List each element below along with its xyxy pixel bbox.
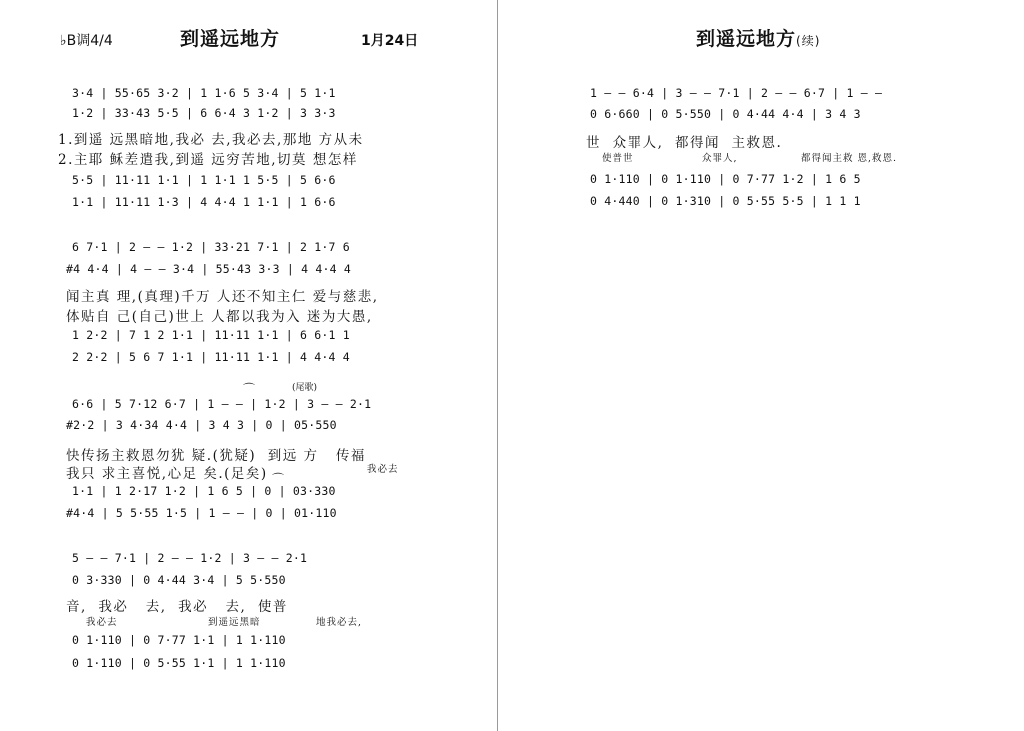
date-label: 1月24日: [361, 33, 419, 49]
lyric-line: 世 众罪人, 都得闻 主救恩.: [586, 135, 783, 151]
notation-line: 0 4·440 | 0 1·310 | 0 5·55 5·5 | 1 1 1: [590, 194, 861, 208]
lyric-line: 1.到遥 远黑暗地,我必 去,我必去,那地 方从未: [58, 132, 364, 148]
lyric-line: 快传扬主救恩勿犹 疑.(犹疑) 到远 方 传福: [66, 448, 366, 464]
lyric-line: 2.主耶 稣差遣我,到遥 远穷苦地,切莫 想怎样: [58, 152, 358, 168]
song-title: 到遥远地方: [180, 28, 281, 50]
lyric-line: 音, 我必 去, 我必 去, 使普: [66, 599, 288, 615]
notation-line: 5·5 | 11·11 1·1 | 1 1·1 1 5·5 | 5 6·6: [72, 173, 336, 187]
notation-line: 0 6·660 | 0 5·550 | 0 4·44 4·4 | 3 4 3: [590, 107, 861, 121]
fermata-mark: ⌒: [272, 472, 285, 486]
small-lyric: 使普世: [602, 153, 634, 164]
small-lyric: 我必去: [86, 617, 118, 628]
continued-title: [696, 24, 820, 51]
small-lyric: 地我必去,: [316, 617, 363, 628]
small-lyric: 我必去: [367, 464, 399, 475]
notation-line: 0 3·330 | 0 4·44 3·4 | 5 5·550: [72, 573, 286, 587]
notation-line: #4·4 | 5 5·55 1·5 | 1 — — | 0 | 01·110: [66, 506, 337, 520]
notation-line: 6 7·1 | 2 — — 1·2 | 33·21 7·1 | 2 1·7 6: [72, 240, 350, 254]
notation-line: 0 1·110 | 0 5·55 1·1 | 1 1·110: [72, 656, 286, 670]
continued-title-text: 到遥远地方: [696, 28, 797, 50]
small-lyric: 众罪人,: [702, 153, 738, 164]
notation-line: 1·1 | 1 2·17 1·2 | 1 6 5 | 0 | 03·330: [72, 484, 336, 498]
notation-line: 2 2·2 | 5 6 7 1·1 | 11·11 1·1 | 4 4·4 4: [72, 350, 350, 364]
fermata-mark: ⌒: [243, 382, 256, 396]
small-lyric: 到遥远黑暗: [208, 617, 261, 628]
notation-line: 5 — — 7·1 | 2 — — 1·2 | 3 — — 2·1: [72, 551, 308, 565]
small-lyric: 都得闻主救 恩,救恩.: [801, 153, 898, 164]
lyric-line: 闻主真 理,(真理)千万 人还不知主仁 爱与慈悲,: [66, 289, 379, 305]
notation-line: 1·2 | 33·43 5·5 | 6 6·4 3 1·2 | 3 3·3: [72, 106, 336, 120]
key-signature: ♭B调4/4: [60, 33, 113, 49]
notation-line: 1·1 | 11·11 1·3 | 4 4·4 1 1·1 | 1 6·6: [72, 195, 336, 209]
lyric-line: 体贴自 己(自己)世上 人都以我为入 迷为大愚,: [66, 309, 373, 325]
notation-line: #2·2 | 3 4·34 4·4 | 3 4 3 | 0 | 05·550: [66, 418, 337, 432]
notation-line: 6·6 | 5 7·12 6·7 | 1 — — | 1·2 | 3 — — 2·1: [72, 397, 372, 411]
continued-suffix: (续): [796, 34, 821, 48]
section-annotation: (尾歌): [292, 383, 318, 393]
notation-line: 0 1·110 | 0 7·77 1·1 | 1 1·110: [72, 633, 286, 647]
notation-line: 1 2·2 | 7 1 2 1·1 | 11·11 1·1 | 6 6·1 1: [72, 328, 350, 342]
right-page: [498, 0, 1024, 731]
left-page: [0, 0, 497, 731]
notation-line: #4 4·4 | 4 — — 3·4 | 55·43 3·3 | 4 4·4 4: [66, 262, 351, 276]
notation-line: 3·4 | 55·65 3·2 | 1 1·6 5 3·4 | 5 1·1: [72, 86, 336, 100]
notation-line: 1 — — 6·4 | 3 — — 7·1 | 2 — — 6·7 | 1 — —: [590, 86, 883, 100]
notation-line: 0 1·110 | 0 1·110 | 0 7·77 1·2 | 1 6 5: [590, 172, 861, 186]
lyric-line: 我只 求主喜悦,心足 矣.(足矣): [66, 466, 268, 482]
